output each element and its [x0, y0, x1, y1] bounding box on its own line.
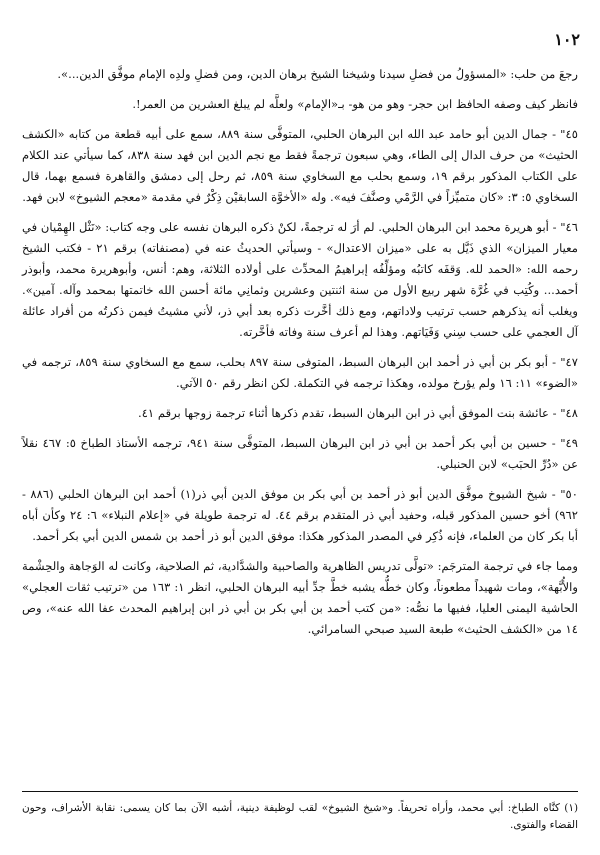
paragraph-intro-quote: رجعَ من حلب: «المسؤولُ من فضلِ سيدنا وشيخنا الشيخ برهان الدين، ومن فضلِ ولدِه الإمام موفَّق الدين...».: [57, 67, 578, 81]
entry-46: ٤٦" - أبو هريرة محمد ابن البرهان الحلبي. لم أرَ له ترجمةً، لكنْ ذكره البرهان نفسه على وجه كتاب: «نَثْل الهِمْيان في معيار الميزان» الذي ذَيَّل به على «ميزان الاعتدال» - وسيأتي الحديثُ عنه في (مصنفاته) برقم ٢١ - فكتب الشيخ رحمه الله: «الحمد لله. وَقفَه كاتبُه ومؤلِّفُه إبراهيمُ المحدِّث على أولاده الثلاثة، وهم: أنس، وأبوهريرة محمد، وأبوذر أحمد... وكُتِب في غُرَّة شهر ربيع الأول من سنة اثنتين وعشرين وثمانِي مائة أحسن الله خاتمتها بمحمد وآله. آمين». ويغلب أنه يذكرهم حسب ترتيب ولاداتهم، ومع ذلك أخَّرت ذكره بعد أبي ذر، لأني مشيتُ فيمن ذكرتُه من أفراد عائلة آل العجمي على حسب سِني وَفَيَاتهم. وهذا لم أعرف سنة وفاته فأخَّرته.: [22, 220, 578, 339]
entry-48: ٤٨" - عائشة بنت الموفق أبي ذر ابن البرهان السبط، تقدم ذكرها أثناء ترجمة زوجها برقم ٤١.: [138, 406, 578, 420]
entry-49: ٤٩" - حسين بن أبي بكر أحمد بن أبي ذر ابن البرهان السبط، المتوفَّى سنة ٩٤١، ترجمه الأستاذ الطباخ ٥: ٤٦٧ نقلاً عن «دُرِّ الحبَب» لابن الحنبلي.: [22, 436, 578, 471]
entry-47: ٤٧" - أبو بكر بن أبي ذر أحمد ابن البرهان السبط، المتوفى سنة ٨٩٧ بحلب، سمع مع السخاوي سنة ٨٥٩، ترجمه في «الضوء» ١١: ١٦ ولم يؤرخ مولده، وهكذا ترجمه في التكملة. لكن انظر رقم ٥٠ الآتي.: [22, 355, 578, 390]
footnote: (١) كنَّاه الطباخ: أبي محمد، وأراه تحريفاً. و«شيخ الشيوخ» لقب لوظيفة دينية، أشبه الآن بما كان يسمى: نقابة الأشراف، وحون القضاء والفتوى.: [22, 802, 578, 831]
entry-45: ٤٥" - جمال الدين أبو حامد عبد الله ابن البرهان الحلبي، المتوفَّى سنة ٨٨٩، سمع على أبيه قطعة من كتابه «الكشف الحثيث» من حرف الدال إلى الطاء، وهي سبعون ترجمةً فقط مع نجم الدين ابن فهد سنة ٨٣٨، كما سيأتي عند الكلام على الكتاب المذكور برقم ١٩، وسمع بحلب مع السخاوي سنة ٨٥٩، ثم رحل إلى دمشق والقاهرة فسمع بهما، قال السخاوي ٥: ٣: «كان متميِّزاً في الرَّمْي وصنَّفَ فيه». وله «الأخوَّة السابقيْن ذِكْرٌ في مقدمة «معجم الشيوخ» لابن فهد.: [22, 127, 578, 204]
page-number: ١٠٢: [554, 30, 580, 49]
footnote-divider: [22, 791, 578, 792]
entry-50-continuation: ومما جاء في ترجمة المترجَم: «تولَّى تدريس الظاهرية والصاحبية والشدَّادية، ثم الصلاحية، وكانت له الوَجاهة والحِشْمة والأُبَّهة»، ومات شهيداً مطعوناً، وكان خطُّه يشبه خطَّ جدِّ أبيه البرهان الحلبي، انظر ١: ١٦٣ من «ترتيب ثقات العجلي» الحاشية اليمنى العليا، ففيها ما نصُّه: «من كتب أحمد بن أبي بكر بن أبي ذر ابن إبراهيم المحدث عفا الله عنه»، وص ١٤ من «الكشف الحثيث» طبعة السيد صبحي السامرائي.: [22, 559, 578, 636]
paragraph-note: فانظر كيف وصفه الحافظ ابن حجر- وهو من هو- بـ«الإمام» ولعلَّه لم يبلغ العشرين من العمر!.: [132, 97, 578, 111]
entry-50: ٥٠" - شيخ الشيوخ موفَّق الدين أبو ذر أحمد بن أبي بكر بن موفق الدين أبي ذر(١) أحمد ابن البرهان الحلبي (٨٨٦ - ٩٦٢) أخو حسين المذكور قبله، وحفيد أبي ذر المتقدم برقم ٤٤. له ترجمة طويلة في «إعلام النبلاء» ٦: ٢٤ وكأن أباه أبا بكر كان من العلماء، فإنه ذُكِر في المصدر المذكور هكذا: موفق الدين أبو ذر أحمد بن شمس الدين أبي بكر أحمد.: [22, 487, 578, 543]
body-text: [22, 64, 578, 649]
